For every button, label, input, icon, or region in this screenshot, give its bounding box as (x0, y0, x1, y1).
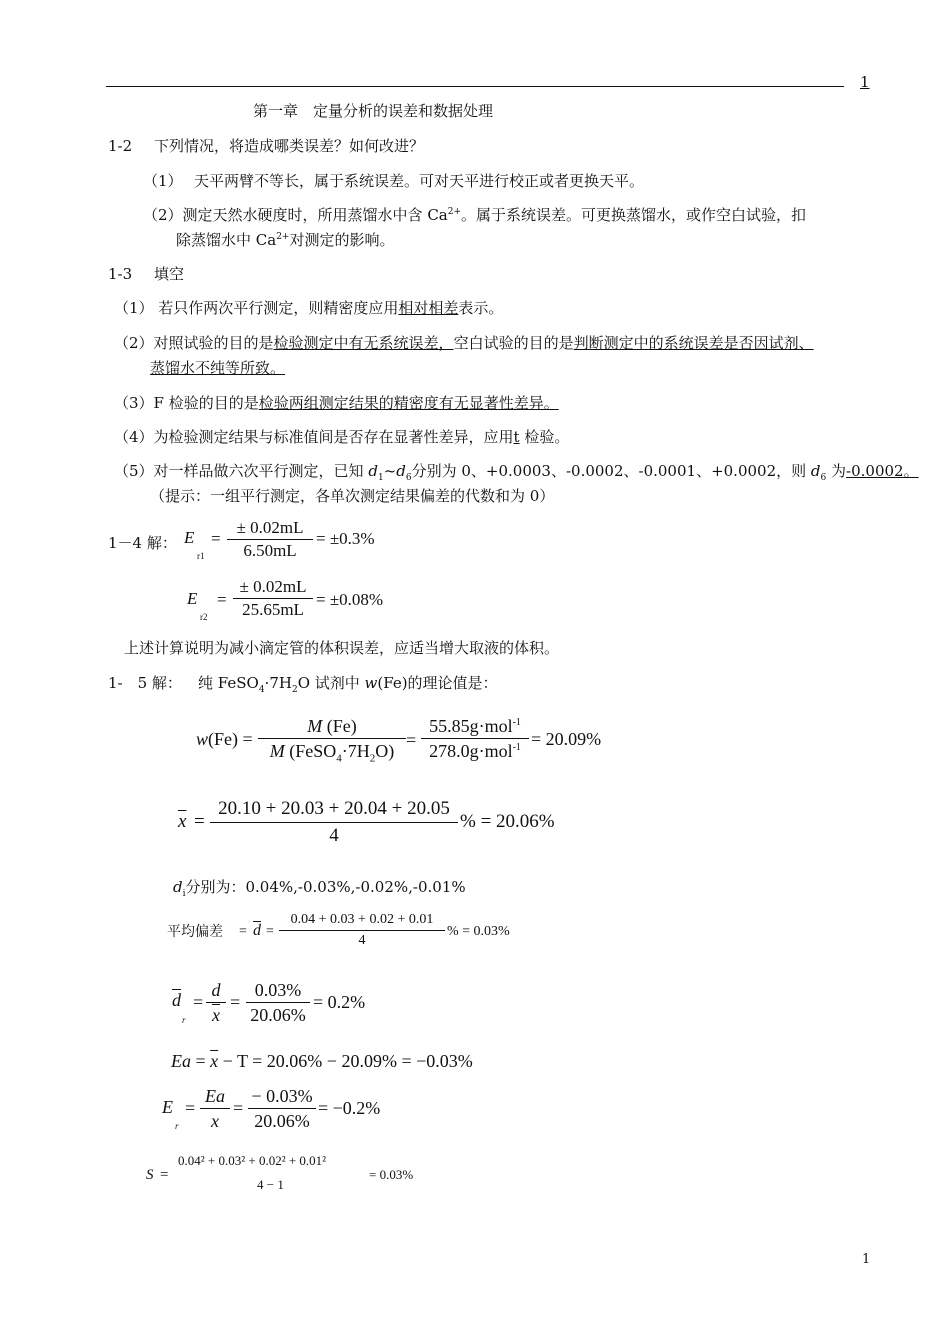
q14-er1-eq: = (211, 529, 221, 548)
q13-title: 填空 (154, 265, 185, 283)
q12-a1-num: （1） (143, 172, 183, 190)
s-result: = 0.03% (369, 1167, 414, 1182)
avg-fraction: 0.04 + 0.03 + 0.02 + 0.01 4 (279, 910, 445, 951)
s-eq: = (160, 1167, 169, 1183)
avg-eq1: = (239, 924, 247, 939)
header-rule (106, 86, 844, 87)
wfe-fraction-1: M (Fe) M $(FeSO_4\cdot 7H_2O)$ (258, 714, 406, 763)
q12-label: 1-2 (108, 137, 133, 155)
xbar-symbol: $\overline{x}$ (178, 811, 187, 832)
er-eq: = (185, 1098, 196, 1118)
q13-f4: （4）为检验测定结果与标准值间是否存在显著性差异，应用t 检验。 (114, 428, 570, 446)
avg-dbar: $\overline{d}$ (253, 922, 261, 939)
dr-eq: = (193, 992, 204, 1012)
q14-label: 1－4 解： (108, 534, 177, 552)
avg-eq2: = (266, 924, 274, 939)
wfe-result: = 20.09% (531, 729, 602, 749)
q14-er1-result: = ±0.3% (316, 529, 375, 548)
q14-er2-eq: = (217, 590, 227, 609)
q14-er2-sub: r2 (200, 612, 208, 622)
er-eq2: = (233, 1098, 244, 1118)
q14-er1-fraction: ± 0.02mL 6.50mL (227, 517, 313, 562)
di-line: $d_i$分别为：0.04%,-0.03%,-0.02%,-0.01% (173, 878, 466, 899)
q13-f1: （1） 若只作两次平行测定，则精密度应用相对相差表示。 (114, 299, 504, 317)
s-symbol: S (146, 1167, 154, 1183)
q14-er2-fraction: ± 0.02mL 25.65mL (233, 576, 313, 621)
chapter-title: 第一章 定量分析的误差和数据处理 (253, 102, 494, 120)
dr-symbol: $\overline{d}$ (172, 990, 181, 1010)
q12-a2: （2）测定天然水硬度时，所用蒸馏水中含 $Ca^{2+}$。属于系统误差。可更换蒸馏水，或作空白试验，扣 (143, 206, 807, 224)
xbar-result: % = 20.06% (460, 811, 555, 832)
dr-fraction-2: 0.03% 20.06% (246, 978, 310, 1027)
q15-intro: 纯 $FeSO_4\cdot 7H_2O$ 试剂中 w(Fe)的理论值是： (198, 674, 498, 695)
wfe-eq2: = (406, 730, 417, 750)
page-number-bottom: 1 (862, 1252, 871, 1267)
s-numerator: 0.04² + 0.03² + 0.02² + 0.01² (178, 1153, 327, 1168)
q13-label: 1-3 (108, 265, 133, 283)
dr-eq2: = (230, 992, 241, 1012)
q14-er1-E: E (184, 528, 195, 547)
er-fraction-2: − 0.03% 20.06% (248, 1084, 316, 1133)
q14-er2-result: = ±0.08% (316, 590, 384, 609)
q13-f3: （3）F 检验的目的是检验两组测定结果的精密度有无显著性差异。 (114, 394, 559, 412)
q15-label: 1- 5 解： (108, 674, 182, 692)
avg-result: % = 0.03% (447, 924, 510, 939)
ea-line: $Ea = \overline{x} - T = 20.06\% - 20.09\% = -0.03\%$ (171, 1051, 473, 1071)
dr-result: = 0.2% (313, 992, 366, 1012)
page-number-top: 1 (860, 73, 870, 91)
q12-a2-line2: 除蒸馏水中 $Ca^{2+}$对测定的影响。 (176, 231, 395, 249)
avg-label: 平均偏差 (167, 924, 223, 940)
er-sub: r (175, 1121, 179, 1131)
q13-f2: （2）对照试验的目的是检验测定中有无系统误差，空白试验的目的是判断测定中的系统误差是否因试剂、 (114, 334, 814, 352)
q13-f5: （5）对一样品做六次平行测定，已知 $d_1\sim d_6$分别为 0、+0.0003、-0.0002、-0.0001、+0.0002，则 $d_6$ 为-0.0002。 (114, 462, 919, 483)
xbar-fraction: 20.10 + 20.03 + 20.04 + 20.05 4 (210, 796, 458, 849)
dr-sub: r (182, 1015, 186, 1025)
dr-fraction-1: $\frac{d}{x}$ (206, 978, 226, 1027)
q13-f5-hint: （提示：一组平行测定，各单次测定结果偏差的代数和为 0） (150, 487, 555, 505)
q14-er2-E: E (187, 589, 198, 608)
er-result: = −0.2% (318, 1098, 381, 1118)
er-fraction-1: Ea x (200, 1084, 230, 1133)
q13-f2-line2: 蒸馏水不纯等所致。 (150, 359, 286, 377)
q12-question: 下列情况，将造成哪类误差？如何改进？ (154, 137, 425, 155)
q12-a1: 天平两臂不等长，属于系统误差。可对天平进行校正或者更换天平。 (194, 172, 645, 190)
xbar-eq: = (194, 811, 205, 832)
wfe-fraction-2: 55.85g·mol$^{-1}$ 278.0g·mol$^{-1}$ (421, 714, 529, 763)
q14-conclusion: 上述计算说明为减小滴定管的体积误差，应适当增大取液的体积。 (124, 639, 560, 657)
er-symbol: E (162, 1097, 173, 1117)
wfe-lhs: w(Fe) = (196, 729, 253, 749)
q14-er1-sub: r1 (197, 551, 205, 561)
s-denominator: 4 − 1 (257, 1177, 284, 1192)
